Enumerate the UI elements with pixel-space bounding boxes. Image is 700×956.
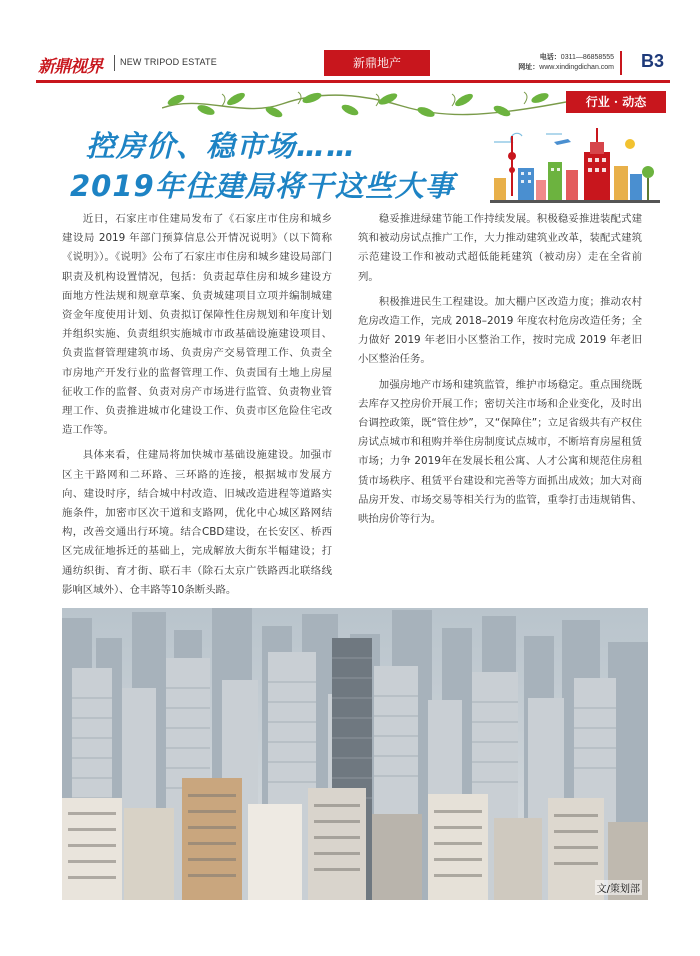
highrise-buildings-image (62, 608, 648, 900)
article-paragraph: 积极推进民生工程建设。加大棚户区改造力度；推动农村危房改造工作，完成 2018–2019 年度农村危房改造任务；全力做好 2019 年老旧小区整治工作，按时完成 2019 年老旧小区整治任务。 (358, 295, 642, 366)
website-label: 网址： (518, 64, 540, 71)
website-line (518, 63, 614, 73)
brand-logo: 新鼎视界 (38, 57, 102, 77)
section-tab: 新鼎地产 (324, 50, 430, 76)
article-column-left (62, 210, 332, 606)
brand-divider (114, 55, 115, 71)
column-ribbon: 行业 · 动态 (566, 91, 666, 113)
phone-line (518, 53, 614, 63)
article-column-right (358, 210, 642, 535)
contact-info (518, 53, 614, 73)
page-number-divider (620, 51, 622, 75)
masthead (36, 50, 670, 80)
page-number: B3 (640, 51, 664, 71)
headline-line-1: 控房价、稳市场…… (86, 129, 357, 163)
article-paragraph: 加强房地产市场和建筑监管，维护市场稳定。重点围绕既去库存又控房价开展工作；密切关注市场和企业变化，及时出台调控政策，既“管住炒”，又“保障住”；立足省级共有产权住房试点城市和租购并举住房制度试点城市，不断培育房屋租赁市场；力争 2019年在发展长租公寓、人才公寓和规范住房租赁市场秩序、租赁平台建设和完善等方面抓出成效；加大对商品房开发、市场交易等相关行为的监管，重拳打击违规销售、哄抬房价等行为。 (358, 378, 642, 526)
city-highrise-photo (62, 608, 648, 900)
article-paragraph: 具体来看，住建局将加快城市基础设施建设。加强市区主干路网和二环路、三环路的连接，根据城市发展方向、建设时序，结合城中村改造、旧城改造进程等道路实施条件，加密市区次干道和支路网，优化中心城区路网结构，改善交通出行环境。结合CBD建设，在长安区、桥西区完成征地拆迁的基础上，完成解放大街东半幅建设；打通纺织街、育才街、联石丰（除石太京广铁路西北联络线影响区域外）、仓丰路等10条断头路。 (62, 449, 332, 596)
article-paragraph: 稳妥推进绿建节能工作持续发展。积极稳妥推进装配式建筑和被动房试点推广工作，大力推动建筑业改革，装配式建筑示范建设工作和被动式超低能耗建筑（被动房）走在全省前列。 (358, 213, 642, 283)
photo-credit: 文/策划部 (595, 880, 642, 895)
brand-name-english: NEW TRIPOD ESTATE (120, 57, 217, 67)
headline-line-2: 2019年住建局将干这些大事 (70, 169, 455, 203)
article-paragraph: 近日，石家庄市住建局发布了《石家庄市住房和城乡建设局 2019 年部门预算信息公开情况说明》（以下简称《说明》）。《说明》公布了石家庄市住房和城乡建设局部门职责及机构设置情况，包括：负责起草住房和城乡建设方面地方性法规和规章草案、负责城建项目立项并编制城建资金年度使用计划、负责拟订保障性住房规划和年度计划并组织实施、负责组织实施城市市政基础设施建设项目、负责监督管理建筑市场、负责房产交易管理工作、负责全市房地产开发行业的监督管理工作、负责国有土地上房屋征收工作的监督、负责对房产市场进行监管、负责物业管理工作、负责推进城市化建设工作、负责市区危险住宅改造工作等。 (62, 213, 332, 437)
city-skyline-icon (490, 122, 660, 208)
website-url[interactable]: www.xindingdichan.com (539, 64, 614, 71)
phone-label: 电话： (539, 54, 561, 61)
phone-number: 0311—86858555 (560, 54, 614, 61)
vine-ornament-icon (162, 90, 566, 120)
masthead-rule (36, 80, 670, 83)
